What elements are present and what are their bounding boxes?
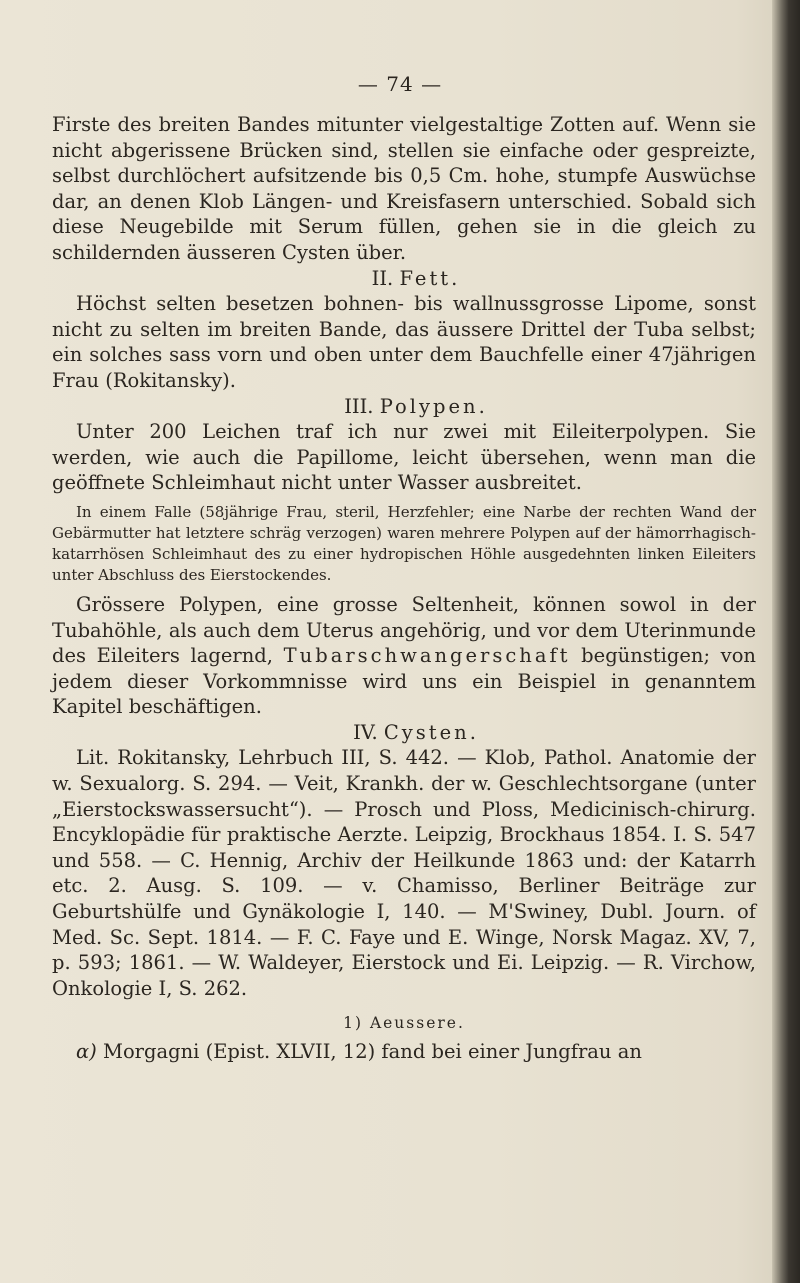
heading-polypen	[52, 394, 756, 420]
heading-fett-title: Fett.	[399, 266, 461, 290]
note-case: In einem Falle (58jährige Frau, steril, Herzfehler; eine Narbe der rechten Wand der Gebärmutter hat letztere schräg verzogen) waren mehrere Polypen auf der hämorrhagisch-katarrhösen Schleimhaut des zu einer hydropischen Höhle ausgedehnten linken Eileiters unter Abschluss des Eierstockendes.	[52, 502, 756, 584]
paragraph-zotten: Firste des breiten Bandes mitunter vielgestaltige Zotten auf. Wenn sie nicht abgerissene Brücken sind, stellen sie einfache oder gespreizte, selbst durchlöchert aufsitzende bis 0,5 Cm. hohe, stumpfe Auswüchse dar, an denen Klob Längen- und Kreisfasern unterschied. Sobald sich diese Neugebilde mit Serum füllen, gehen sie in die gleich zu schildernden äusseren Cysten über.	[52, 113, 756, 264]
heading-polypen-numeral: III.	[344, 394, 374, 418]
heading-cysten	[52, 720, 756, 746]
paragraph-literature: Lit. Rokitansky, Lehrbuch III, S. 442. — Klob, Pathol. Anatomie der w. Sexualorg. S. 294. — Veit, Krankh. der w. Geschlechtsorgane (unter „Eierstockswassersucht“). — Prosch und Ploss, Medicinisch-chirurg. Encyklopädie für praktische Aerzte. Leipzig, Brockhaus 1854. I. S. 547 und 558. — C. Hennig, Archiv der Heilkunde 1863 und: der Katarrh etc. 2. Ausg. S. 109. — v. Chamisso, Berliner Beiträge zur Geburtshülfe und Gynäkologie I, 140. — M'Swiney, Dubl. Journ. of Med. Sc. Sept. 1814. — F. C. Faye und E. Winge, Norsk Magaz. XV, 7, p. 593; 1861. — W. Waldeyer, Eierstock und Ei. Leipzig. — R. Virchow, Onkologie I, S. 262.	[52, 746, 756, 1000]
subheading-aeussere: 1) Aeussere.	[343, 1014, 465, 1033]
paragraph-groessere-polypen-start: Grössere Polypen, eine grosse Seltenheit, können sowol in der Tubahöhle, als auch dem Uterus angehörig, und vor dem Uterinmunde des Eileiters lagernd,	[52, 592, 756, 668]
heading-fett	[52, 266, 756, 292]
heading-fett-numeral: II.	[371, 266, 394, 290]
paragraph-eileiterpolypen: Unter 200 Leichen traf ich nur zwei mit Eileiterpolypen. Sie werden, wie auch die Papillome, leicht übersehen, wenn man die geöffnete Schleimhaut nicht unter Wasser ausbreitet.	[52, 420, 756, 495]
heading-cysten-title: Cysten.	[383, 720, 479, 744]
paragraph-morgagni	[52, 1039, 756, 1065]
morgagni-text: Morgagni (Epist. XLVII, 12) fand bei einer Jungfrau an	[96, 1040, 642, 1063]
paragraph-groessere-polypen-end: begünstigen; von jedem dieser Vorkommnisse wird uns ein Beispiel in genanntem Kapitel beschäftigen.	[52, 644, 756, 719]
book-spine-edge	[772, 0, 800, 1283]
term-tubarschwangerschaft: Tubarschwangerschaft	[283, 644, 571, 668]
paragraph-groessere-polypen	[52, 592, 756, 720]
alpha-marker: α)	[76, 1040, 97, 1063]
body-text	[52, 112, 756, 1065]
page-number: — 74 —	[357, 72, 443, 96]
heading-polypen-title: Polypen.	[379, 394, 488, 418]
heading-cysten-numeral: IV.	[353, 720, 378, 744]
paragraph-lipome: Höchst selten besetzen bohnen- bis wallnussgrosse Lipome, sonst nicht zu selten im breiten Bande, das äussere Drittel der Tuba selbst; ein solches sass vorn und oben unter dem Bauchfelle einer 47jährigen Frau (Rokitansky).	[52, 292, 756, 392]
